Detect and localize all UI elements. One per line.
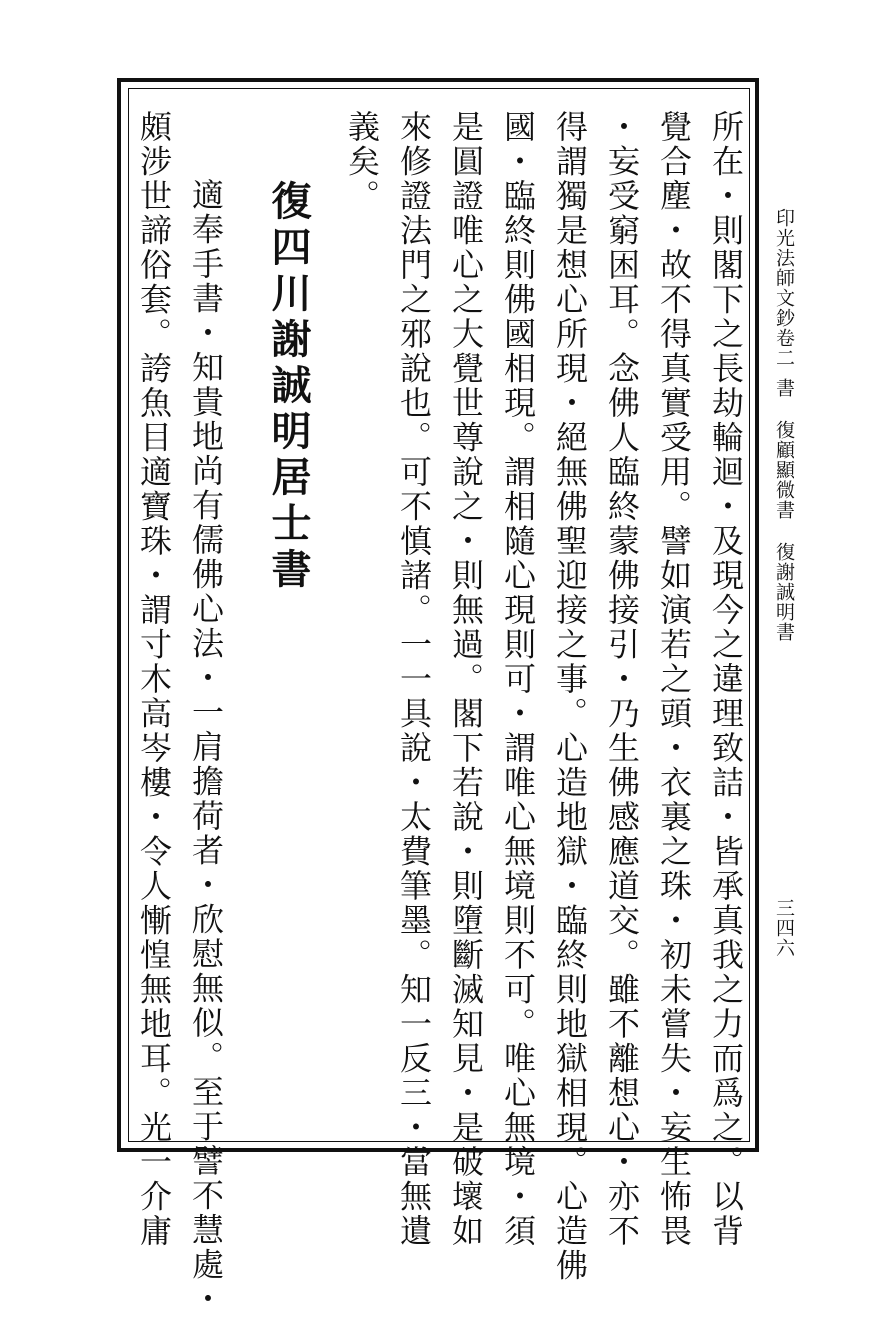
page-number: 三四六 — [773, 898, 795, 958]
body-line: 是圓證唯心之大覺世尊說之・則無過。閣下若說・則墮斷滅知見・是破壞如 — [447, 110, 485, 1249]
letter-line: 適奉手書・知貴地尚有儒佛心法・一肩擔荷者・欣慰無似。至于譬不慧處・ — [187, 178, 225, 1317]
body-line: 義矣。 — [343, 110, 381, 214]
body-line: ・妄受窮困耳。念佛人臨終蒙佛接引・乃生佛感應道交。雖不離想心・亦不 — [603, 110, 641, 1249]
letter-title: 復四川謝誠明居士書 — [265, 180, 312, 594]
running-head-letter2: 復謝誠明書 — [773, 542, 795, 642]
body-line: 覺合塵・故不得真實受用。譬如演若之頭・衣裏之珠・初未嘗失・妄生怖畏 — [655, 110, 693, 1249]
body-line: 得謂獨是想心所現・絕無佛聖迎接之事。心造地獄・臨終則地獄相現。心造佛 — [551, 110, 589, 1283]
running-head-letter1: 復顧顯微書 — [773, 420, 795, 520]
body-line: 所在・則閣下之長劫輪迴・及現今之違理致詰・皆承真我之力而爲之。以背 — [707, 110, 745, 1249]
body-line: 來修證法門之邪說也。可不慎諸。一一具說・太費筆墨。知一反三・當無遺 — [395, 110, 433, 1249]
running-head-book: 印光法師文鈔卷二 — [773, 208, 795, 368]
running-head — [774, 208, 793, 642]
letter-line: 頗涉世諦俗套。誇魚目適寶珠・謂寸木高岑樓・令人慚惶無地耳。光一介庸 — [135, 110, 173, 1249]
body-line: 國・臨終則佛國相現。謂相隨心現則可・謂唯心無境則不可。唯心無境・須 — [499, 110, 537, 1249]
running-head-section: 書 — [773, 378, 795, 398]
